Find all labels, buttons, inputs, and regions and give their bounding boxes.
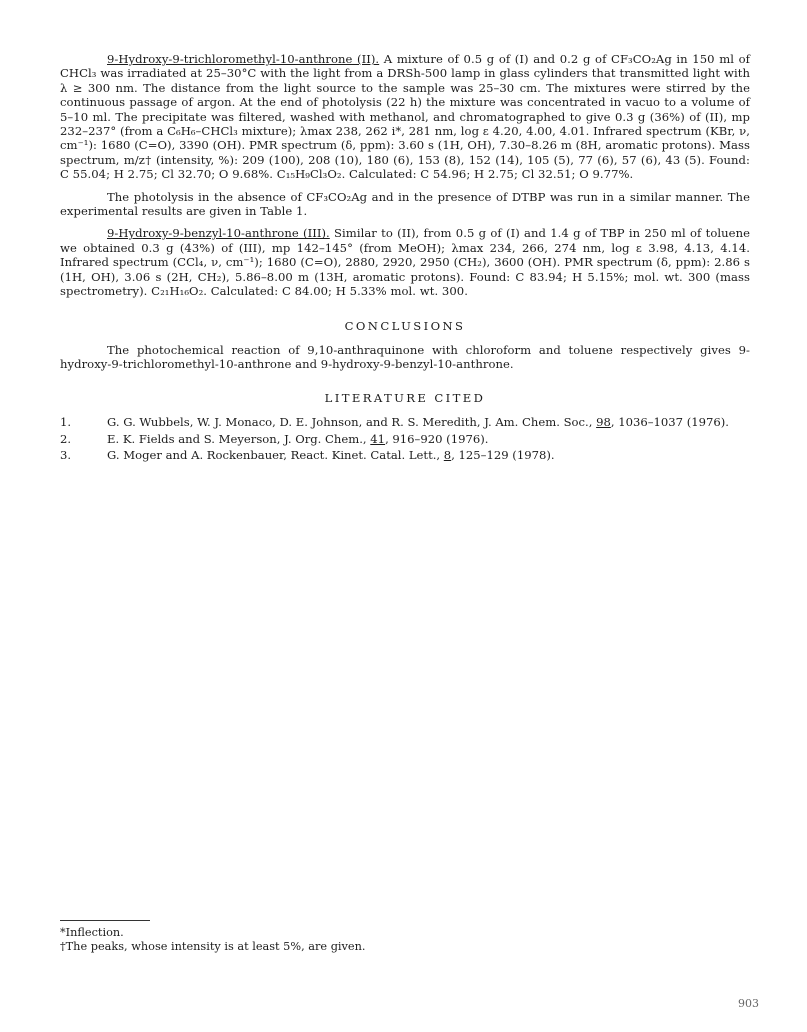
reference-list <box>60 415 750 462</box>
reference-number: 2. <box>60 431 72 446</box>
reference-citation: E. K. Fields and S. Meyerson, J. Org. Chem., <box>107 431 371 446</box>
photolysis-note-text: The photolysis in the absence of CF₃CO₂Ag and in the presence of DTBP was run in a similar manner. The experimental results are given in Table 1. <box>60 189 750 219</box>
compound-ii-title: 9-Hydroxy-9-trichloromethyl-10-anthrone (II). <box>107 52 380 66</box>
reference-number: 3. <box>60 448 72 463</box>
reference-volume: 98 <box>596 415 611 430</box>
compound-iii-text: Similar to (II), from 0.5 g of (I) and 1.4 g of TBP in 250 ml of toluene we obtained 0.3 g (43%) of (III), mp 142–145° (from MeOH); λmax 234, 266, 274 nm, log ε 3.98, 4.13, 4.14. Infrared spectrum (CCl₄, ν, cm⁻¹); 1680 (C=O), 2880, 2920, 2950 (CH₂), 3600 (OH). PMR spectrum (δ, ppm): 2.86 s (1H, OH), 3.06 s (2H, CH₂), 5.86–8.00 m (13H, aromatic protons). Found: C 83.94; H 5.15%; mol. wt. 300 (mass spectrometry). C₂₁H₁₆O₂. Calculated: C 84.00; H 5.33% mol. wt. 300. <box>60 226 750 299</box>
paragraph-photolysis-note <box>60 190 750 219</box>
article-body <box>60 52 750 465</box>
reference-item <box>60 432 750 446</box>
reference-citation: G. G. Wubbels, W. J. Monaco, D. E. Johnson, and R. S. Meredith, J. Am. Chem. Soc., <box>107 415 597 430</box>
reference-volume: 8 <box>443 448 452 463</box>
compound-ii-text: A mixture of 0.5 g of (I) and 0.2 g of CF₃CO₂Ag in 150 ml of CHCl₃ was irradiated at 25–30°C with the light from a DRSh-500 lamp in glass cylinders that transmitted light with λ ≥ 300 nm. The distance from the light source to the sample was 25–30 cm. The mixtures were stirred by the continuous passage of argon. At the end of photolysis (22 h) the mixture was concentrated in vacuo to a volume of 5–10 ml. The precipitate was filtered, washed with methanol, and chromatographed to give 0.3 g (36%) of (II), mp 232–237° (from a C₆H₆–CHCl₃ mixture); λmax 238, 262 i*, 281 nm, log ε 4.20, 4.00, 4.01. Infrared spectrum (KBr, ν, cm⁻¹): 1680 (C=O), 3390 (OH). PMR spectrum (δ, ppm): 3.60 s (1H, OH), 7.30–8.26 m (8H, aromatic protons). Mass spectrum, m/z† (intensity, %): 209 (100), 208 (10), 180 (6), 153 (8), 152 (14), 105 (5), 77 (6), 57 (6), 43 (5). Found: C 55.04; H 2.75; Cl 32.70; O 9.68%. C₁₅H₉Cl₃O₂. Calculated: C 54.96; H 2.75; Cl 32.51; O 9.77%. <box>60 52 750 182</box>
footnote-rule <box>60 920 150 921</box>
reference-pages: , 125–129 (1978). <box>451 448 555 463</box>
footnotes <box>60 920 750 954</box>
page-number: 903 <box>738 997 759 1010</box>
paragraph-compound-iii <box>60 226 750 298</box>
reference-citation: G. Moger and A. Rockenbauer, React. Kinet. Catal. Lett., <box>107 448 444 463</box>
reference-item <box>60 415 750 429</box>
reference-text <box>107 448 750 462</box>
reference-text <box>107 415 750 429</box>
paragraph-compound-ii <box>60 52 750 182</box>
conclusions-heading: CONCLUSIONS <box>344 318 466 333</box>
conclusions-text: The photochemical reaction of 9,10-anthraquinone with chloroform and toluene respectively gives 9-hydroxy-9-trichloromethyl-10-anthrone and 9-hydroxy-9-benzyl-10-anthrone. <box>60 342 750 371</box>
reference-text <box>107 432 750 446</box>
reference-item <box>60 448 750 462</box>
reference-number: 1. <box>60 415 72 430</box>
compound-iii-title: 9-Hydroxy-9-benzyl-10-anthrone (III). <box>107 226 330 241</box>
reference-volume: 41 <box>370 431 386 446</box>
reference-pages: , 1036–1037 (1976). <box>610 415 729 430</box>
literature-heading: LITERATURE CITED <box>324 391 486 406</box>
footnote-inflection: *Inflection. <box>60 926 124 939</box>
reference-pages: , 916–920 (1976). <box>385 431 489 446</box>
footnote-peaks: †The peaks, whose intensity is at least 5%, are given. <box>60 940 366 953</box>
